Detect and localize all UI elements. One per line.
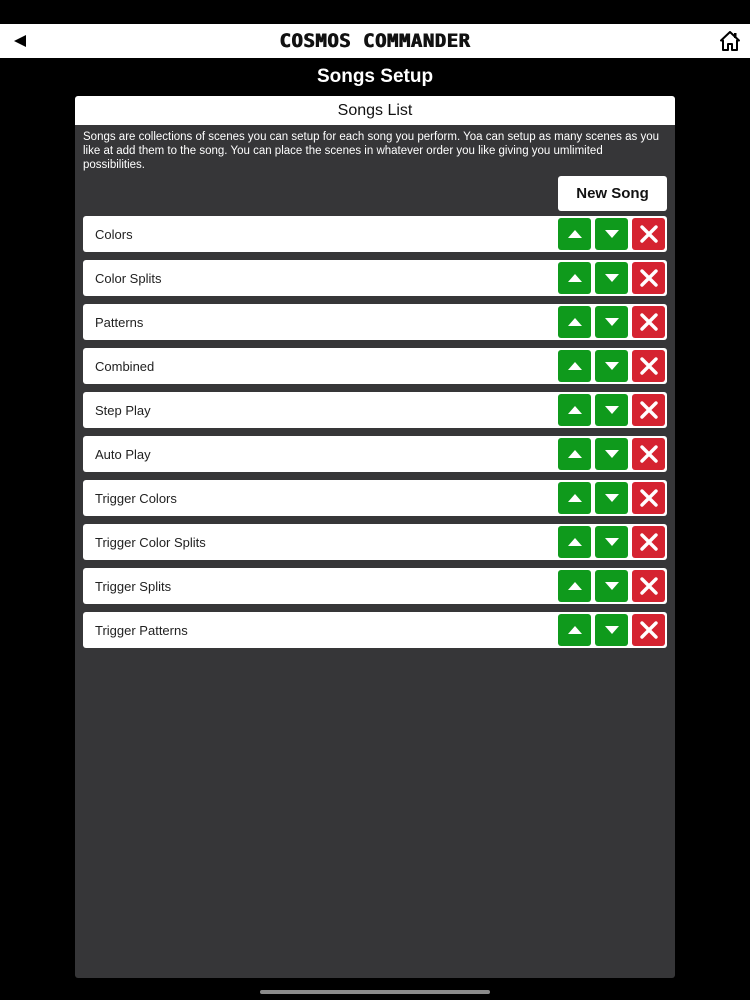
delete-button[interactable] (632, 526, 665, 558)
delete-button[interactable] (632, 482, 665, 514)
close-icon (640, 577, 658, 595)
move-down-button[interactable] (595, 526, 628, 558)
row-actions (558, 570, 665, 602)
page-title: Songs Setup (316, 66, 434, 87)
arrow-up-icon (567, 229, 583, 239)
move-down-button[interactable] (595, 350, 628, 382)
delete-button[interactable] (632, 306, 665, 338)
row-actions (558, 350, 665, 382)
arrow-up-icon (567, 449, 583, 459)
close-icon (640, 489, 658, 507)
delete-button[interactable] (632, 614, 665, 646)
close-icon (640, 225, 658, 243)
row-actions (558, 438, 665, 470)
arrow-down-icon (604, 405, 620, 415)
delete-button[interactable] (632, 218, 665, 250)
arrow-up-icon (567, 625, 583, 635)
close-icon (640, 313, 658, 331)
move-up-button[interactable] (558, 482, 591, 514)
move-down-button[interactable] (595, 262, 628, 294)
home-indicator[interactable] (260, 990, 490, 994)
song-name: Trigger Colors (95, 490, 177, 506)
arrow-up-icon (567, 317, 583, 327)
song-row[interactable] (83, 524, 667, 560)
song-name: Auto Play (95, 446, 151, 462)
song-row[interactable] (83, 568, 667, 604)
row-actions (558, 218, 665, 250)
arrow-up-icon (567, 361, 583, 371)
panel-description: Songs are collections of scenes you can setup for each song you perform. Yoa can setup as many scenes as you like at add them to the song. You can place the scenes in whatever order you like giving you umlimited possibilities. (83, 131, 659, 171)
new-song-row (75, 176, 675, 216)
close-icon (640, 269, 658, 287)
close-icon (640, 401, 658, 419)
song-name: Trigger Patterns (95, 622, 188, 638)
arrow-down-icon (604, 625, 620, 635)
song-row[interactable] (83, 348, 667, 384)
row-actions (558, 394, 665, 426)
move-up-button[interactable] (558, 350, 591, 382)
row-actions (558, 262, 665, 294)
delete-button[interactable] (632, 262, 665, 294)
song-name: Step Play (95, 402, 151, 418)
song-row[interactable] (83, 392, 667, 428)
move-down-button[interactable] (595, 614, 628, 646)
arrow-down-icon (604, 361, 620, 371)
arrow-up-icon (567, 273, 583, 283)
arrow-down-icon (604, 493, 620, 503)
song-row[interactable] (83, 216, 667, 252)
move-up-button[interactable] (558, 526, 591, 558)
song-row[interactable] (83, 480, 667, 516)
arrow-down-icon (604, 229, 620, 239)
home-icon (720, 31, 740, 51)
row-actions (558, 306, 665, 338)
close-icon (640, 621, 658, 639)
move-up-button[interactable] (558, 306, 591, 338)
arrow-up-icon (567, 581, 583, 591)
song-name: Trigger Splits (95, 578, 172, 594)
song-name: Combined (95, 358, 155, 374)
home-button[interactable] (718, 29, 742, 53)
arrow-down-icon (604, 273, 620, 283)
app-title: COSMOS COMMANDER (279, 30, 471, 52)
arrow-down-icon (604, 317, 620, 327)
close-icon (640, 445, 658, 463)
arrow-down-icon (604, 581, 620, 591)
move-up-button[interactable] (558, 262, 591, 294)
move-down-button[interactable] (595, 438, 628, 470)
move-up-button[interactable] (558, 394, 591, 426)
close-icon (640, 533, 658, 551)
song-name: Patterns (95, 314, 144, 330)
arrow-down-icon (604, 537, 620, 547)
song-row[interactable] (83, 436, 667, 472)
delete-button[interactable] (632, 394, 665, 426)
song-name: Trigger Color Splits (95, 534, 206, 550)
song-name: Color Splits (95, 270, 162, 286)
delete-button[interactable] (632, 570, 665, 602)
delete-button[interactable] (632, 438, 665, 470)
arrow-up-icon (567, 537, 583, 547)
panel-header: Songs List (75, 96, 675, 125)
song-name: Colors (95, 226, 133, 242)
song-row[interactable] (83, 304, 667, 340)
move-down-button[interactable] (595, 218, 628, 250)
row-actions (558, 482, 665, 514)
arrow-up-icon (567, 405, 583, 415)
song-list (75, 216, 675, 648)
row-actions (558, 526, 665, 558)
arrow-down-icon (604, 449, 620, 459)
row-actions (558, 614, 665, 646)
move-down-button[interactable] (595, 570, 628, 602)
songs-panel (75, 96, 675, 978)
song-row[interactable] (83, 260, 667, 296)
move-up-button[interactable] (558, 570, 591, 602)
move-up-button[interactable] (558, 218, 591, 250)
move-up-button[interactable] (558, 614, 591, 646)
song-row[interactable] (83, 612, 667, 648)
move-down-button[interactable] (595, 482, 628, 514)
arrow-up-icon (567, 493, 583, 503)
new-song-button[interactable]: New Song (558, 176, 667, 211)
close-icon (640, 357, 658, 375)
top-navbar (0, 24, 750, 58)
move-down-button[interactable] (595, 394, 628, 426)
move-down-button[interactable] (595, 306, 628, 338)
delete-button[interactable] (632, 350, 665, 382)
move-up-button[interactable] (558, 438, 591, 470)
